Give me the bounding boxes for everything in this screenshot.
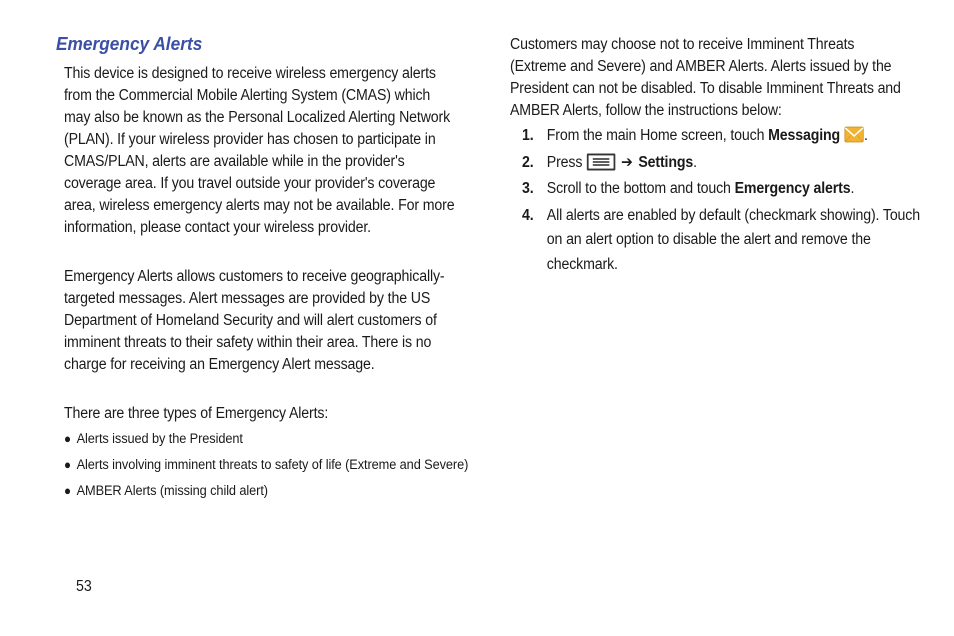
step-2: 2. Press ➔ Settings. — [510, 151, 933, 176]
envelope-icon — [844, 124, 864, 144]
types-paragraph: There are three types of Emergency Alerts: — [64, 405, 329, 422]
disable-intro-paragraph: Customers may choose not to receive Imminent Threats (Extreme and Severe) and AMBER Alerts. Alerts issued by the President can not be disabled. To disable Imminent Threats and AMBER Alerts, follow the instructions below: — [510, 36, 901, 119]
step-3: 3. Scroll to the bottom and touch Emergency alerts. — [510, 177, 933, 202]
step-number: 1. — [521, 127, 534, 144]
list-item: ● Alerts involving imminent threats to safety of life (Extreme and Severe) — [64, 453, 473, 477]
instruction-steps — [510, 124, 930, 279]
bullet-icon: ● — [64, 457, 71, 472]
step-number: 4. — [521, 206, 534, 224]
page-number: 53 — [76, 578, 92, 595]
arrow-icon: ➔ — [620, 153, 633, 171]
section-heading: Emergency Alerts — [56, 34, 203, 54]
step-1: 1. From the main Home screen, touch Messaging . — [510, 124, 933, 149]
list-item: ● AMBER Alerts (missing child alert) — [64, 479, 473, 503]
step-4: 4. All alerts are enabled by default (checkmark showing). Touch on an alert option to disable the alert and remove the checkmark. — [510, 204, 933, 278]
step-number: 3. — [521, 180, 534, 197]
intro-paragraph: This device is designed to receive wireless emergency alerts from the Commercial Mobile Alerting System (CMAS) which may also be known as the Personal Localized Alerting Network (PLAN). If your wireless provider has chosen to participate in CMAS/PLAN, alerts are available while in the provider's coverage area. If you travel outside your provider's coverage area, wireless emergency alerts may not be available. For more information, please contact your wireless provider. — [64, 65, 455, 236]
menu-key-icon — [586, 153, 615, 171]
bullet-icon: ● — [64, 431, 71, 446]
settings-label: Settings — [638, 153, 694, 171]
bullet-icon: ● — [64, 483, 71, 498]
alert-types-list — [64, 427, 484, 505]
list-item: ● Alerts issued by the President — [64, 427, 473, 451]
messaging-label: Messaging — [768, 127, 841, 144]
description-paragraph: Emergency Alerts allows customers to receive geographically-targeted messages. Alert messages are provided by the US Department of Homeland Security and will alert customers of imminent threats to their safety within their area. There is no charge for receiving an Emergency Alert message. — [64, 268, 445, 373]
step-number: 2. — [521, 153, 534, 171]
emergency-alerts-label: Emergency alerts — [734, 180, 851, 197]
